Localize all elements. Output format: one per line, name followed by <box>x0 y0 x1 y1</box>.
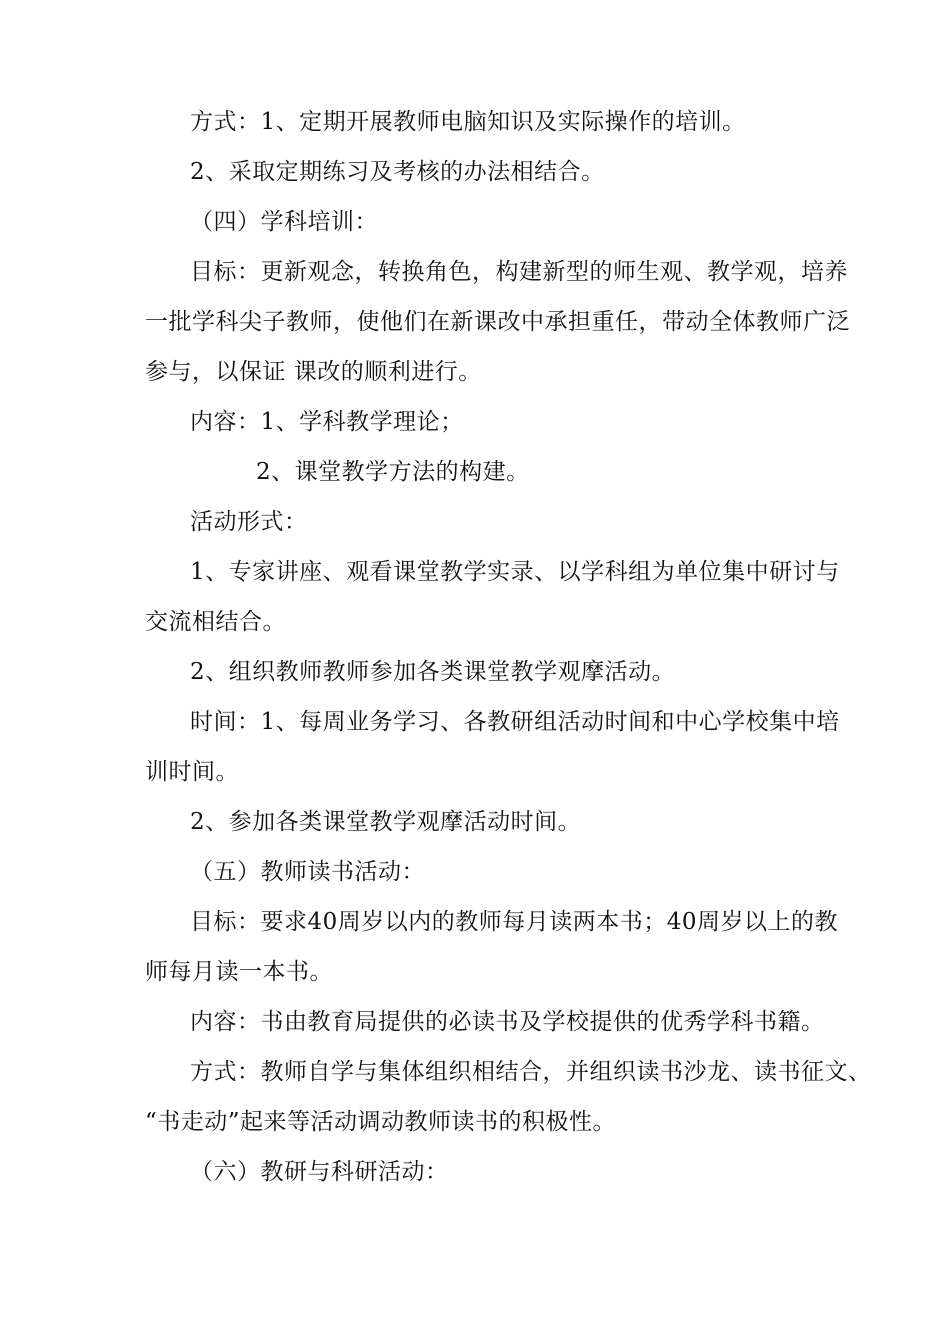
paragraph-line: 1、专家讲座、观看课堂教学实录、以学科组为单位集中研讨与 <box>190 559 840 585</box>
paragraph-line: 方式：教师自学与集体组织相结合，并组织读书沙龙、读书征文、 <box>190 1059 872 1085</box>
paragraph-line: 训时间。 <box>145 759 239 785</box>
paragraph-line: 时间：1、每周业务学习、各教研组活动时间和中心学校集中培 <box>190 709 840 735</box>
paragraph-line: 活动形式： <box>190 509 308 535</box>
paragraph-line: 2、参加各类课堂教学观摩活动时间。 <box>190 809 582 835</box>
paragraph-line: 师每月读一本书。 <box>145 959 333 985</box>
paragraph-line: 2、课堂教学方法的构建。 <box>256 459 530 485</box>
paragraph-line: 参与，以保证 课改的顺利进行。 <box>145 359 482 385</box>
paragraph-line: 方式：1、定期开展教师电脑知识及实际操作的培训。 <box>190 109 746 135</box>
section-heading: （六）教研与科研活动： <box>190 1159 449 1185</box>
paragraph-line: 交流相结合。 <box>145 609 286 635</box>
paragraph-line: 目标：更新观念，转换角色，构建新型的师生观、教学观，培养 <box>190 259 848 285</box>
section-heading: （四）学科培训： <box>190 209 378 235</box>
section-heading: （五）教师读书活动： <box>190 859 425 885</box>
paragraph-line: 2、采取定期练习及考核的办法相结合。 <box>190 159 605 185</box>
paragraph-line: “书走动”起来等活动调动教师读书的积极性。 <box>145 1109 617 1135</box>
paragraph-line: 2、组织教师教师参加各类课堂教学观摩活动。 <box>190 659 676 685</box>
paragraph-line: 目标：要求40周岁以内的教师每月读两本书；40周岁以上的教 <box>190 909 839 935</box>
paragraph-line: 内容：书由教育局提供的必读书及学校提供的优秀学科书籍。 <box>190 1009 825 1035</box>
paragraph-line: 一批学科尖子教师，使他们在新课改中承担重任，带动全体教师广泛 <box>145 309 850 335</box>
paragraph-line: 内容：1、学科教学理论； <box>190 409 464 435</box>
